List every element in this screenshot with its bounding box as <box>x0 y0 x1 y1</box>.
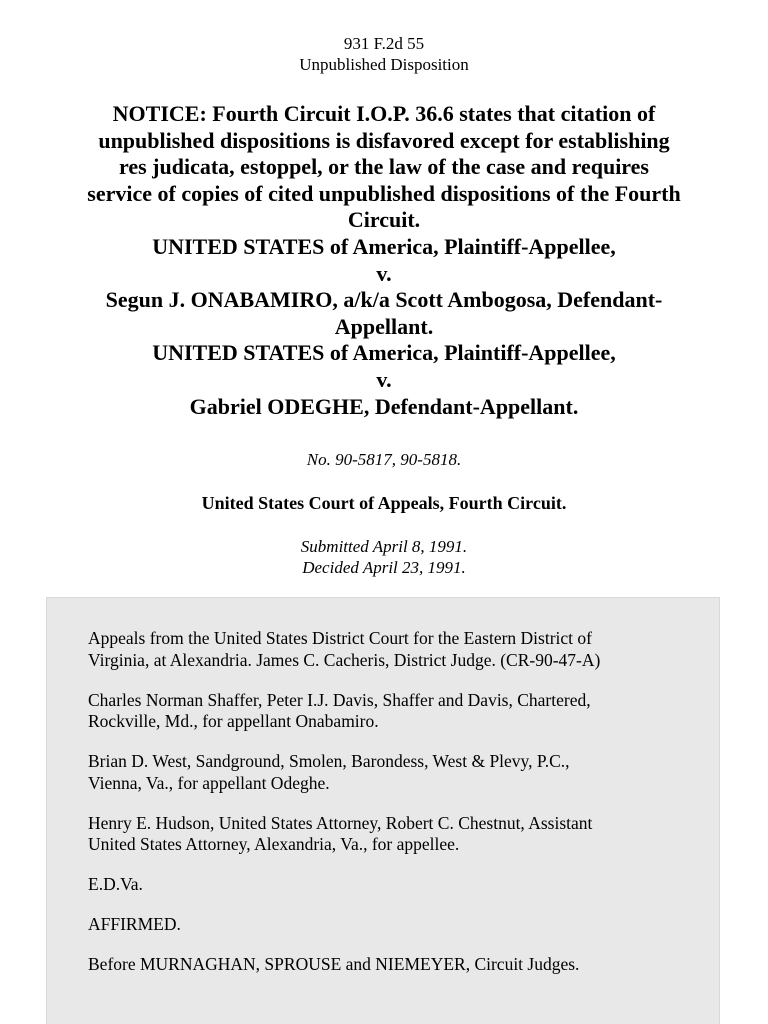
notice-line: res judicata, estoppel, or the law of the case and requires <box>118 154 649 180</box>
submitted-date: Submitted April 8, 1991. <box>300 537 468 556</box>
docket-number: No. 90-5817, 90-5818. <box>306 450 462 469</box>
notice-line: unpublished dispositions is disfavored except for establishing <box>98 127 670 153</box>
case-caption <box>40 101 728 420</box>
judges-panel: Before MURNAGHAN, SPROUSE and NIEMEYER, Circuit Judges. <box>88 954 580 974</box>
party-line: UNITED STATES of America, Plaintiff-Appellee, <box>152 233 616 259</box>
case-summary-box <box>46 597 720 1024</box>
case-dates <box>0 536 768 578</box>
counsel-odeghe: Brian D. West, Sandground, Smolen, Barondess, West & Plevy, P.C., Vienna, Va., for appellant Odeghe. <box>88 751 570 793</box>
result-text: AFFIRMED. <box>88 914 181 934</box>
district-abbrev: E.D.Va. <box>88 874 143 894</box>
party-line: Segun J. ONABAMIRO, a/k/a Scott Ambogosa, Defendant- <box>105 287 663 313</box>
decided-date: Decided April 23, 1991. <box>302 558 466 577</box>
reporter-citation: 931 F.2d 55 <box>343 34 425 53</box>
citation-header <box>0 33 768 75</box>
court-name: United States Court of Appeals, Fourth Circuit. <box>201 493 567 513</box>
appeal-info: Appeals from the United States District Court for the Eastern District of Virginia, at Alexandria. James C. Cacheris, District Judge. (CR-90-47-A) <box>88 628 601 670</box>
versus-line: v. <box>376 366 392 392</box>
versus-line: v. <box>376 260 392 286</box>
counsel-onabamiro: Charles Norman Shaffer, Peter I.J. Davis, Shaffer and Davis, Chartered, Rockville, Md., for appellant Onabamiro. <box>88 689 591 731</box>
party-line: Gabriel ODEGHE, Defendant-Appellant. <box>189 393 579 419</box>
notice-line: Circuit. <box>347 207 421 233</box>
party-line: UNITED STATES of America, Plaintiff-Appellee, <box>152 340 616 366</box>
party-line: Appellant. <box>334 313 434 339</box>
disposition-label: Unpublished Disposition <box>299 55 469 74</box>
notice-line: NOTICE: Fourth Circuit I.O.P. 36.6 states that citation of <box>112 101 656 126</box>
counsel-appellee: Henry E. Hudson, United States Attorney, Robert C. Chestnut, Assistant United States Attorney, Alexandria, Va., for appellee. <box>88 812 593 854</box>
notice-line: service of copies of cited unpublished dispositions of the Fourth <box>87 180 681 206</box>
